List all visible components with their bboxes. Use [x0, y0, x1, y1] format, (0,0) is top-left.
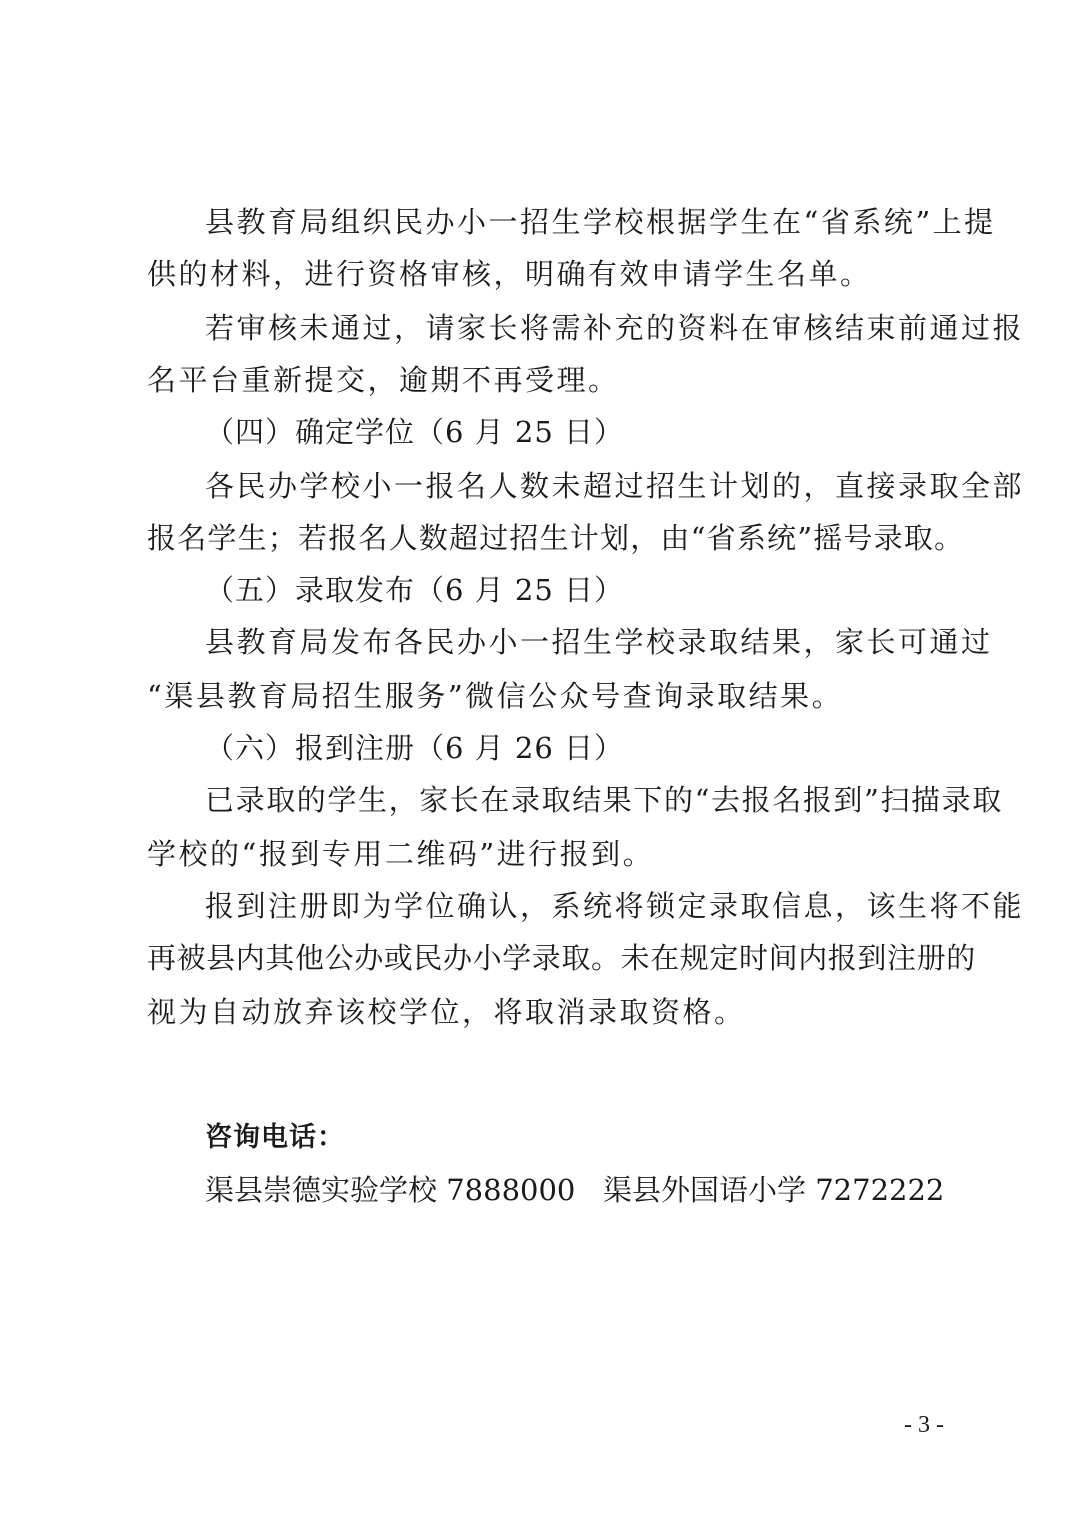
- paragraph-line: 县教育局组织民办小一招生学校根据学生在“省系统”上提: [205, 205, 996, 239]
- section-heading-5: （五）录取发布（6 月 25 日）: [205, 573, 625, 607]
- section-heading-4: （四）确定学位（6 月 25 日）: [205, 415, 625, 449]
- paragraph-line: 再被县内其他公办或民办小学录取。未在规定时间内报到注册的: [147, 941, 976, 975]
- paragraph-line: 报名学生；若报名人数超过招生计划，由“省系统”摇号录取。: [147, 521, 965, 555]
- contact-school-2: 渠县外国语小学 7272222: [603, 1173, 945, 1207]
- paragraph-line: 视为自动放弃该校学位，将取消录取资格。: [147, 995, 746, 1029]
- section-heading-6: （六）报到注册（6 月 26 日）: [205, 731, 625, 765]
- paragraph-line: 学校的“报到专用二维码”进行报到。: [147, 837, 655, 871]
- paragraph-line: 名平台重新提交，逾期不再受理。: [147, 363, 620, 397]
- page-number: - 3 -: [904, 1412, 944, 1438]
- paragraph-line: 已录取的学生，家长在录取结果下的“去报名报到”扫描录取: [205, 783, 1003, 817]
- paragraph-line: 报到注册即为学位确认，系统将锁定录取信息，该生将不能: [205, 889, 1025, 923]
- paragraph-line: 供的材料，进行资格审核，明确有效申请学生名单。: [147, 257, 872, 291]
- paragraph-line: 若审核未通过，请家长将需补充的资料在审核结束前通过报: [205, 311, 1025, 345]
- paragraph-line: “渠县教育局招生服务”微信公众号查询录取结果。: [147, 679, 844, 713]
- paragraph-line: 各民办学校小一报名人数未超过招生计划的，直接录取全部: [205, 469, 1025, 503]
- contact-row: [205, 1170, 945, 1210]
- contact-school-1: 渠县崇德实验学校 7888000: [205, 1173, 576, 1207]
- paragraph-line: 县教育局发布各民办小一招生学校录取结果，家长可通过: [205, 625, 993, 659]
- contact-title: 咨询电话：: [205, 1122, 345, 1153]
